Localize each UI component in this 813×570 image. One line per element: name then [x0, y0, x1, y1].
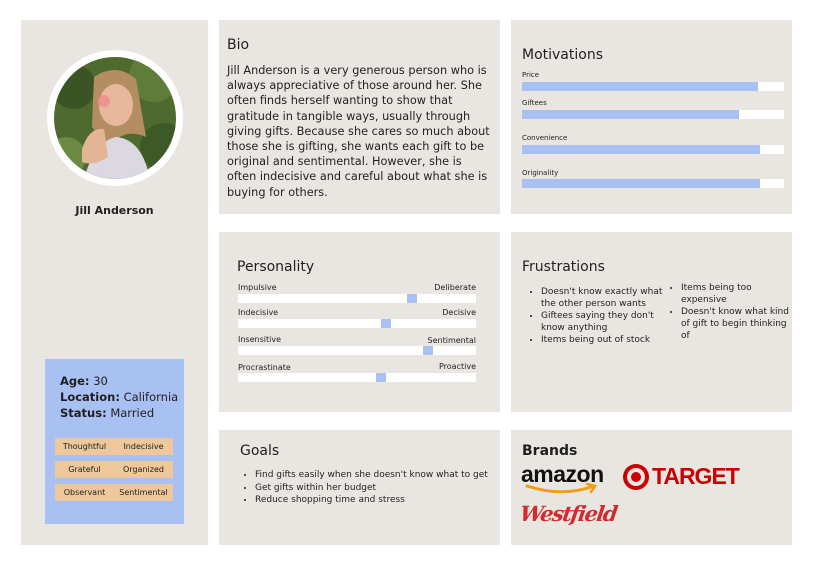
motivation-label: Originality: [522, 169, 559, 177]
avatar-photo: [54, 57, 176, 179]
scale-right-label: Decisive: [442, 308, 476, 317]
status-value: Married: [110, 406, 155, 420]
personality-scale: [238, 294, 476, 303]
scale-left-label: Indecisive: [238, 308, 279, 317]
scale-marker: [381, 319, 391, 328]
amazon-logo-text: amazon: [521, 461, 604, 487]
status-label: Status:: [60, 406, 107, 420]
motivation-fill: [522, 110, 739, 119]
motivation-label: Price: [522, 71, 540, 79]
personality-scale: [238, 319, 476, 328]
age-value: 30: [93, 374, 108, 388]
trait-tag: Observant: [55, 484, 114, 501]
list-item: • Giftees saying they don't know anything: [541, 310, 679, 334]
list-item: • Doesn't know what kind of gift to begin thinking of: [681, 306, 793, 342]
frustrations-list-2: [667, 282, 793, 342]
personality-scale: [238, 373, 476, 382]
motivation-bar: [522, 110, 784, 119]
portrait-image: [54, 57, 176, 179]
motivation-bar: [522, 145, 784, 154]
scale-right-label: Deliberate: [434, 283, 476, 292]
list-item: • Get gifts within her budget: [255, 482, 505, 495]
personality-title: Personality: [237, 259, 315, 275]
trait-tag: Organized: [114, 461, 173, 478]
amazon-logo: [521, 461, 611, 497]
scale-marker: [423, 346, 433, 355]
goals-panel: [219, 430, 500, 545]
motivation-bar: [522, 82, 784, 91]
list-item: • Doesn't know exactly what the other person wants: [541, 286, 679, 310]
westfield-logo: Westfield: [518, 501, 619, 526]
age-label: Age:: [60, 374, 90, 388]
trait-tag: Grateful: [55, 461, 114, 478]
personality-panel: [219, 232, 500, 412]
goals-title: Goals: [240, 443, 280, 459]
scale-left-label: Procrastinate: [238, 363, 291, 372]
target-logo: [622, 462, 792, 492]
bio-title: Bio: [227, 37, 250, 53]
list-item: • Items being too expensive: [681, 282, 793, 306]
motivations-panel: [511, 20, 792, 214]
scale-left-label: Impulsive: [238, 283, 277, 292]
motivation-bar: [522, 179, 784, 188]
motivations-title: Motivations: [522, 47, 603, 63]
scale-marker: [407, 294, 417, 303]
location-label: Location:: [60, 390, 120, 404]
scale-right-label: Proactive: [438, 362, 476, 371]
motivation-fill: [522, 145, 760, 154]
trait-tag: Sentimental: [114, 484, 173, 501]
goals-list: [241, 469, 505, 507]
age-row: [60, 374, 108, 388]
list-item: • Reduce shopping time and stress: [255, 494, 505, 507]
scale-right-label: Sentimental: [427, 336, 476, 345]
location-value: California: [123, 390, 179, 404]
amazon-smile-icon: [521, 483, 611, 495]
bio-panel: [219, 20, 500, 214]
motivation-fill: [522, 179, 760, 188]
status-row: [60, 406, 154, 420]
motivation-label: Convenience: [522, 134, 568, 142]
scale-left-label: Insensitive: [238, 335, 281, 344]
persona-name: Jill Anderson: [75, 204, 154, 217]
avatar: [47, 50, 183, 186]
motivation-fill: [522, 82, 758, 91]
frustrations-title: Frustrations: [522, 259, 605, 275]
list-item: • Items being out of stock: [541, 334, 679, 346]
personality-scale: [238, 346, 476, 355]
frustrations-list-1: [527, 286, 679, 346]
location-row: [60, 390, 178, 404]
target-logo-text: TARGET: [652, 463, 739, 489]
scale-marker: [376, 373, 386, 382]
motivation-label: Giftees: [522, 99, 547, 107]
list-item: • Find gifts easily when she doesn't know what to get: [255, 469, 505, 482]
trait-tag: Thoughtful: [55, 438, 114, 455]
target-bullseye-icon: [622, 463, 650, 491]
brands-panel: [511, 430, 792, 545]
bio-text: Jill Anderson is a very generous person who is always appreciative of those around her. She often finds herself wanting to show that gratitude in tangible ways, usually through giving gifts. Because she cares so much about those she is gifting, she wants each gift to be original and sentimental. However, she is often indecisive and careful about what she is buying for others.: [227, 64, 490, 199]
trait-tag: Indecisive: [114, 438, 173, 455]
profile-panel: [21, 20, 208, 545]
brands-title: Brands: [522, 443, 578, 459]
frustrations-panel: [511, 232, 792, 412]
info-card: [45, 359, 184, 524]
